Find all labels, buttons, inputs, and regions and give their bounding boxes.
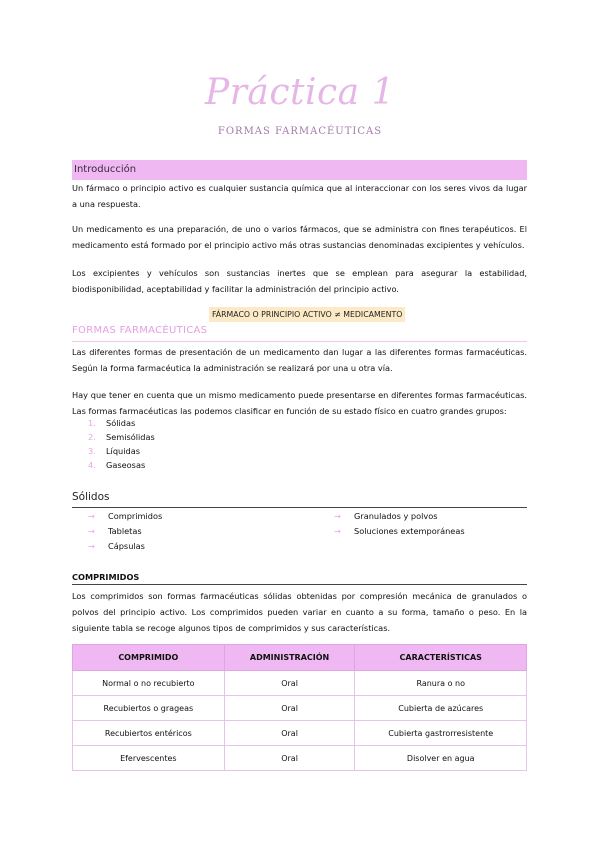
- table-cell: Recubiertos o grageas: [73, 696, 225, 721]
- list-text: Soluciones extemporáneas: [354, 526, 465, 536]
- table-cell: Cubierta gastrorresistente: [355, 721, 527, 746]
- arrow-right-icon: →: [334, 526, 341, 536]
- table-header-row: [73, 645, 527, 671]
- arrow-right-icon: →: [88, 541, 95, 551]
- table-cell: Recubiertos entéricos: [73, 721, 225, 746]
- intro-paragraph-3: Los excipientes y vehículos son sustancias inertes que se emplean para asegurar la estabilidad, biodisponibilidad, aceptabilidad y facilitar la administración del principio activo.: [72, 268, 527, 294]
- list-text: Tabletas: [108, 526, 142, 536]
- list-item: [88, 430, 155, 444]
- formas-list: [88, 416, 155, 472]
- solidos-right-column: [334, 509, 465, 539]
- list-text: Granulados y polvos: [354, 511, 438, 521]
- list-item: [88, 444, 155, 458]
- list-number: 2.: [88, 432, 96, 442]
- formas-paragraph-1: Las diferentes formas de presentación de un medicamento dan lugar a las diferentes formas farmacéuticas. Según la forma farmacéutica la administración se realizará por una u otra vía.: [72, 347, 527, 373]
- arrow-right-icon: →: [88, 511, 95, 521]
- formas-heading: FORMAS FARMACÉUTICAS: [72, 325, 208, 336]
- table-cell: Ranura o no: [355, 671, 527, 696]
- table-row: [73, 721, 527, 746]
- list-item: [334, 524, 465, 539]
- table-cell: Efervescentes: [73, 746, 225, 771]
- table-cell: Oral: [224, 696, 355, 721]
- list-item: [88, 458, 155, 472]
- arrow-right-icon: →: [334, 511, 341, 521]
- table-cell: Disolver en agua: [355, 746, 527, 771]
- list-text: Comprimidos: [108, 511, 163, 521]
- page-subtitle: FORMAS FARMACÉUTICAS: [217, 126, 383, 137]
- table-row: [73, 696, 527, 721]
- solidos-left-column: [88, 509, 162, 554]
- list-item: [88, 524, 162, 539]
- list-item: [88, 416, 155, 430]
- table-cell: Oral: [224, 746, 355, 771]
- list-number: 4.: [88, 460, 96, 470]
- page-title: Práctica 1: [204, 72, 395, 113]
- list-text: Semisólidas: [106, 432, 155, 442]
- list-text: Líquidas: [106, 446, 140, 456]
- table-row: [73, 671, 527, 696]
- intro-heading: Introducción: [74, 164, 137, 175]
- table-cell: Oral: [224, 671, 355, 696]
- solidos-heading: Sólidos: [72, 491, 110, 503]
- table-cell: Oral: [224, 721, 355, 746]
- list-item: [334, 509, 465, 524]
- comprimidos-heading: COMPRIMIDOS: [72, 572, 140, 582]
- solidos-divider: [72, 507, 527, 508]
- list-text: Gaseosas: [106, 460, 146, 470]
- intro-paragraph-2: Un medicamento es una preparación, de uno o varios fármacos, que se administra con fines terapéuticos. El medicamento está formado por el principio activo más otras sustancias denominadas excipientes y vehículos.: [72, 224, 527, 250]
- table-header-cell: ADMINISTRACIÓN: [224, 645, 355, 671]
- list-item: [88, 509, 162, 524]
- table-header-cell: CARACTERÍSTICAS: [355, 645, 527, 671]
- list-text: Sólidas: [106, 418, 136, 428]
- table-row: [73, 746, 527, 771]
- intro-heading-band: [72, 160, 527, 180]
- comprimidos-divider: [72, 584, 527, 585]
- comprimidos-table: [72, 644, 527, 771]
- comprimidos-paragraph: Los comprimidos son formas farmacéuticas sólidas obtenidas por compresión mecánica de granulados o polvos del principio activo. Los comprimidos pueden variar en cuanto a su forma, tamaño o peso. En la siguiente tabla se recoge algunos tipos de comprimidos y sus características.: [72, 591, 527, 633]
- list-number: 1.: [88, 418, 96, 428]
- arrow-right-icon: →: [88, 526, 95, 536]
- list-item: [88, 539, 162, 554]
- table-cell: Normal o no recubierto: [73, 671, 225, 696]
- highlight-note: FÁRMACO O PRINCIPIO ACTIVO ≠ MEDICAMENTO: [209, 307, 405, 322]
- table-cell: Cubierta de azúcares: [355, 696, 527, 721]
- table-header-cell: COMPRIMIDO: [73, 645, 225, 671]
- list-text: Cápsulas: [108, 541, 145, 551]
- formas-divider: [72, 341, 527, 342]
- list-number: 3.: [88, 446, 96, 456]
- formas-paragraph-2: Hay que tener en cuenta que un mismo medicamento puede presentarse en diferentes formas farmacéuticas. Las formas farmacéuticas las podemos clasificar en función de su estado físico en cuatro grandes grupos:: [72, 390, 527, 416]
- intro-paragraph-1: Un fármaco o principio activo es cualquier sustancia química que al interaccionar con los seres vivos da lugar a una respuesta.: [72, 183, 527, 209]
